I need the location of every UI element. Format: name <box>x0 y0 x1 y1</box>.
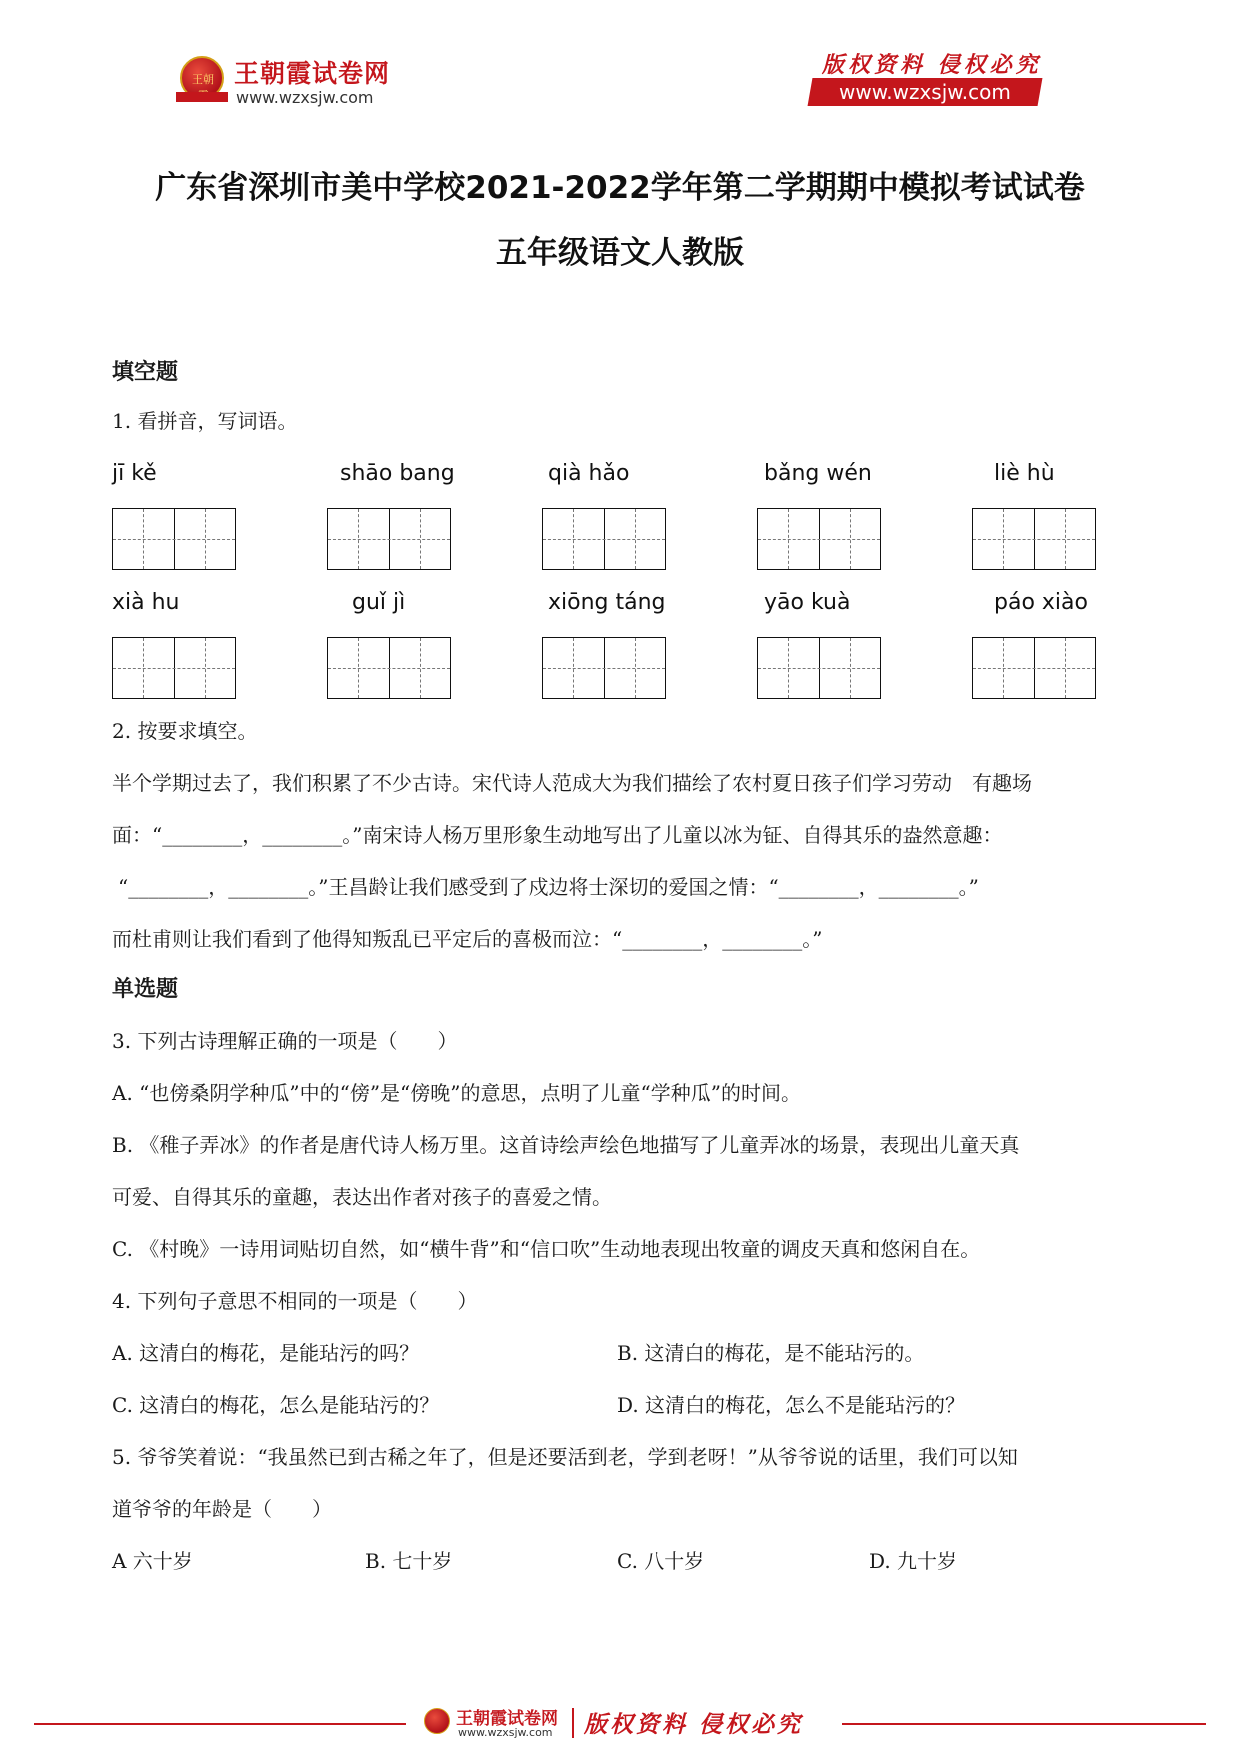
question-2-prompt: 2. 按要求填空。 <box>112 719 258 743</box>
footer-copyright-text: 版权资料 侵权必究 <box>584 1711 804 1738</box>
character-grid[interactable] <box>972 637 1096 699</box>
footer-brand-url[interactable]: www.wzxsjw.com <box>458 1726 553 1739</box>
pinyin-label: bǎng wén <box>764 461 872 486</box>
footer-seal-icon <box>424 1708 450 1734</box>
pinyin-label: páo xiào <box>994 590 1088 615</box>
section-heading-fill-blank: 填空题 <box>112 360 179 385</box>
character-grid[interactable] <box>112 637 236 699</box>
footer-separator <box>572 1708 574 1738</box>
pinyin-label: guǐ jì <box>352 590 406 615</box>
character-grid[interactable] <box>327 508 451 570</box>
copyright-text: 版权资料 侵权必究 <box>822 52 1042 78</box>
pinyin-label: shāo bang <box>340 461 455 486</box>
question-5-prompt-cont: 道爷爷的年龄是（ ） <box>112 1497 332 1521</box>
character-grid[interactable] <box>972 508 1096 570</box>
copyright-url-bar[interactable] <box>808 78 1043 106</box>
section-heading-single-choice: 单选题 <box>112 977 179 1002</box>
pinyin-label: liè hù <box>994 461 1055 486</box>
brand-name: 王朝霞试卷网 <box>234 59 391 88</box>
footer-brand[interactable] <box>418 1700 838 1746</box>
question-3-option-b[interactable]: B. 《稚子弄冰》的作者是唐代诗人杨万里。这首诗绘声绘色地描写了儿童弄冰的场景，表现出儿童天真 <box>112 1133 1020 1157</box>
question-2-line: 半个学期过去了，我们积累了不少古诗。宋代诗人范成大为我们描绘了农村夏日孩子们学习劳动 有趣场 <box>112 771 1032 795</box>
question-2-line: “________，________。”王昌龄让我们感受到了戍边将士深切的爱国之情：“________，________。” <box>118 875 979 899</box>
question-4-option-b[interactable]: B. 这清白的梅花，是不能玷污的。 <box>617 1341 925 1365</box>
question-4-option-c[interactable]: C. 这清白的梅花，怎么是能玷污的？ <box>112 1393 440 1417</box>
copyright-url[interactable]: www.wzxsjw.com <box>839 80 1011 104</box>
pinyin-label: xiōng táng <box>548 590 666 615</box>
pinyin-label: jī kě <box>112 461 157 486</box>
question-3-option-c[interactable]: C. 《村晚》一诗用词贴切自然，如“横牛背”和“信口吹”生动地表现出牧童的调皮天真和悠闲自在。 <box>112 1237 981 1261</box>
brand-seal-text: 王朝 <box>192 73 214 86</box>
question-1-prompt: 1. 看拼音，写词语。 <box>112 409 298 433</box>
character-grid[interactable] <box>112 508 236 570</box>
pinyin-label: xià hu <box>112 590 180 615</box>
character-grid[interactable] <box>757 508 881 570</box>
question-5-prompt: 5. 爷爷笑着说：“我虽然已到古稀之年了，但是还要活到老，学到老呀！”从爷爷说的话里，我们可以知 <box>112 1445 1018 1469</box>
character-grid[interactable] <box>327 637 451 699</box>
question-3-option-a[interactable]: A. “也傍桑阴学种瓜”中的“傍”是“傍晚”的意思，点明了儿童“学种瓜”的时间。 <box>112 1081 801 1105</box>
question-4-option-d[interactable]: D. 这清白的梅花，怎么不是能玷污的？ <box>617 1393 966 1417</box>
question-5-option-c[interactable]: C. 八十岁 <box>617 1549 705 1573</box>
question-5-option-a[interactable]: A 六十岁 <box>112 1549 193 1573</box>
question-5-option-b[interactable]: B. 七十岁 <box>365 1549 453 1573</box>
footer-divider-left <box>34 1723 406 1725</box>
character-grid[interactable] <box>542 508 666 570</box>
character-grid[interactable] <box>757 637 881 699</box>
question-3-prompt: 3. 下列古诗理解正确的一项是（ ） <box>112 1029 458 1053</box>
question-4-option-a[interactable]: A. 这清白的梅花，是能玷污的吗？ <box>112 1341 420 1365</box>
page-title: 广东省深圳市美中学校2021-2022学年第二学期期中模拟考试试卷 <box>155 170 1085 206</box>
question-3-option-b-cont: 可爱、自得其乐的童趣，表达出作者对孩子的喜爱之情。 <box>112 1185 612 1209</box>
question-2-line: 而杜甫则让我们看到了他得知叛乱已平定后的喜极而泣：“________，________。” <box>112 927 823 951</box>
seal-ribbon <box>176 92 228 102</box>
question-4-prompt: 4. 下列句子意思不相同的一项是（ ） <box>112 1289 478 1313</box>
question-5-option-d[interactable]: D. 九十岁 <box>869 1549 958 1573</box>
footer-brand-name: 王朝霞试卷网 <box>456 1709 558 1729</box>
page-subtitle: 五年级语文人教版 <box>496 235 744 271</box>
footer-divider-right <box>842 1723 1206 1725</box>
character-grid[interactable] <box>542 637 666 699</box>
pinyin-label: yāo kuà <box>764 590 851 615</box>
copyright-banner <box>810 48 1050 110</box>
brand-logo[interactable] <box>180 52 410 112</box>
question-2-line: 面：“________，________。”南宋诗人杨万里形象生动地写出了儿童以冰为钲、自得其乐的盎然意趣： <box>112 823 1003 847</box>
brand-url[interactable]: www.wzxsjw.com <box>236 88 374 107</box>
pinyin-label: qià hǎo <box>548 461 630 486</box>
